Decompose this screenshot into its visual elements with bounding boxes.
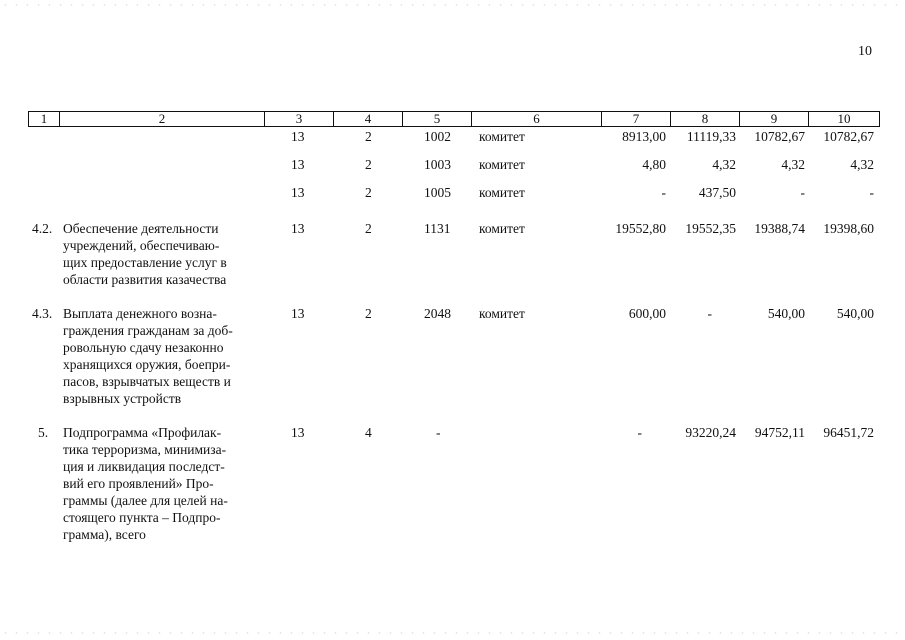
cell-c8: 4,32 bbox=[712, 157, 736, 172]
cell-c3: 13 bbox=[291, 425, 305, 440]
cell-c8: 19552,35 bbox=[685, 221, 736, 236]
cell-c7: - bbox=[637, 425, 642, 440]
header-col-8: 8 bbox=[670, 111, 740, 127]
description-line: тика терроризма, минимиза- bbox=[63, 442, 227, 457]
cell-c3: 13 bbox=[291, 221, 305, 236]
cell-c6: комитет bbox=[479, 157, 525, 172]
cell-c10: 96451,72 bbox=[823, 425, 874, 440]
cell-c4: 2 bbox=[365, 129, 372, 144]
cell-c6: комитет bbox=[479, 221, 525, 236]
cell-c6: комитет bbox=[479, 185, 525, 200]
description-line: грамма), всего bbox=[63, 527, 146, 542]
cell-c5: 2048 bbox=[424, 306, 451, 321]
header-col-10: 10 bbox=[808, 111, 880, 127]
cell-c3: 13 bbox=[291, 306, 305, 321]
cell-c4: 4 bbox=[365, 425, 372, 440]
cell-c3: 13 bbox=[291, 185, 305, 200]
cell-c9: 94752,11 bbox=[754, 425, 805, 440]
cell-c8: - bbox=[707, 306, 712, 321]
cell-c8: 437,50 bbox=[698, 185, 736, 200]
cell-c9: 10782,67 bbox=[754, 129, 805, 144]
cell-c7: 8913,00 bbox=[622, 129, 666, 144]
item-number: 5. bbox=[38, 425, 49, 440]
item-number: 4.2. bbox=[32, 221, 53, 236]
cell-c9: 19388,74 bbox=[754, 221, 805, 236]
description-line: области развития казачества bbox=[63, 272, 227, 287]
cell-c5: - bbox=[436, 425, 441, 440]
description-line: Подпрограмма «Профилак- bbox=[63, 425, 222, 440]
description-line: граждения гражданам за доб- bbox=[63, 323, 233, 338]
header-col-1: 1 bbox=[28, 111, 60, 127]
scan-noise-top bbox=[0, 4, 905, 6]
cell-c7: - bbox=[661, 185, 666, 200]
page-number: 10 bbox=[858, 44, 872, 59]
header-col-3: 3 bbox=[264, 111, 334, 127]
description-line: Выплата денежного возна- bbox=[63, 306, 217, 321]
cell-c5: 1003 bbox=[424, 157, 451, 172]
description-line: ция и ликвидация последст- bbox=[63, 459, 225, 474]
scan-noise-bottom bbox=[0, 632, 905, 634]
description-line: хранящихся оружия, боепри- bbox=[63, 357, 231, 372]
table-header-row bbox=[28, 111, 880, 127]
description-line: ровольную сдачу незаконно bbox=[63, 340, 224, 355]
cell-c10: 540,00 bbox=[836, 306, 874, 321]
cell-c4: 2 bbox=[365, 221, 372, 236]
cell-c10: 19398,60 bbox=[823, 221, 874, 236]
header-col-5: 5 bbox=[402, 111, 472, 127]
cell-c10: - bbox=[869, 185, 874, 200]
description-line: вий его проявлений» Про- bbox=[63, 476, 214, 491]
description-line: учреждений, обеспечиваю- bbox=[63, 238, 220, 253]
header-col-7: 7 bbox=[601, 111, 671, 127]
header-col-9: 9 bbox=[739, 111, 809, 127]
cell-c8: 93220,24 bbox=[685, 425, 736, 440]
cell-c10: 10782,67 bbox=[823, 129, 874, 144]
cell-c9: 540,00 bbox=[767, 306, 805, 321]
cell-c9: 4,32 bbox=[781, 157, 805, 172]
cell-c9: - bbox=[800, 185, 805, 200]
description-line: пасов, взрывчатых веществ и bbox=[63, 374, 231, 389]
cell-c10: 4,32 bbox=[850, 157, 874, 172]
cell-c7: 4,80 bbox=[642, 157, 666, 172]
description-line: взрывных устройств bbox=[63, 391, 182, 406]
cell-c4: 2 bbox=[365, 185, 372, 200]
description-line: граммы (далее для целей на- bbox=[63, 493, 228, 508]
cell-c7: 19552,80 bbox=[615, 221, 666, 236]
cell-c8: 11119,33 bbox=[686, 129, 736, 144]
cell-c6: комитет bbox=[479, 129, 525, 144]
cell-c4: 2 bbox=[365, 306, 372, 321]
description-line: Обеспечение деятельности bbox=[63, 221, 219, 236]
header-col-6: 6 bbox=[471, 111, 602, 127]
description-line: стоящего пункта – Подпро- bbox=[63, 510, 221, 525]
cell-c5: 1005 bbox=[424, 185, 451, 200]
header-col-2: 2 bbox=[59, 111, 265, 127]
description-line: щих предоставление услуг в bbox=[63, 255, 227, 270]
cell-c3: 13 bbox=[291, 129, 305, 144]
item-description bbox=[63, 305, 259, 407]
header-col-4: 4 bbox=[333, 111, 403, 127]
cell-c5: 1002 bbox=[424, 129, 451, 144]
cell-c5: 1131 bbox=[424, 221, 451, 236]
cell-c6: комитет bbox=[479, 306, 525, 321]
cell-c3: 13 bbox=[291, 157, 305, 172]
item-number: 4.3. bbox=[32, 306, 53, 321]
item-description bbox=[63, 424, 259, 543]
item-description bbox=[63, 220, 259, 288]
cell-c4: 2 bbox=[365, 157, 372, 172]
cell-c7: 600,00 bbox=[628, 306, 666, 321]
